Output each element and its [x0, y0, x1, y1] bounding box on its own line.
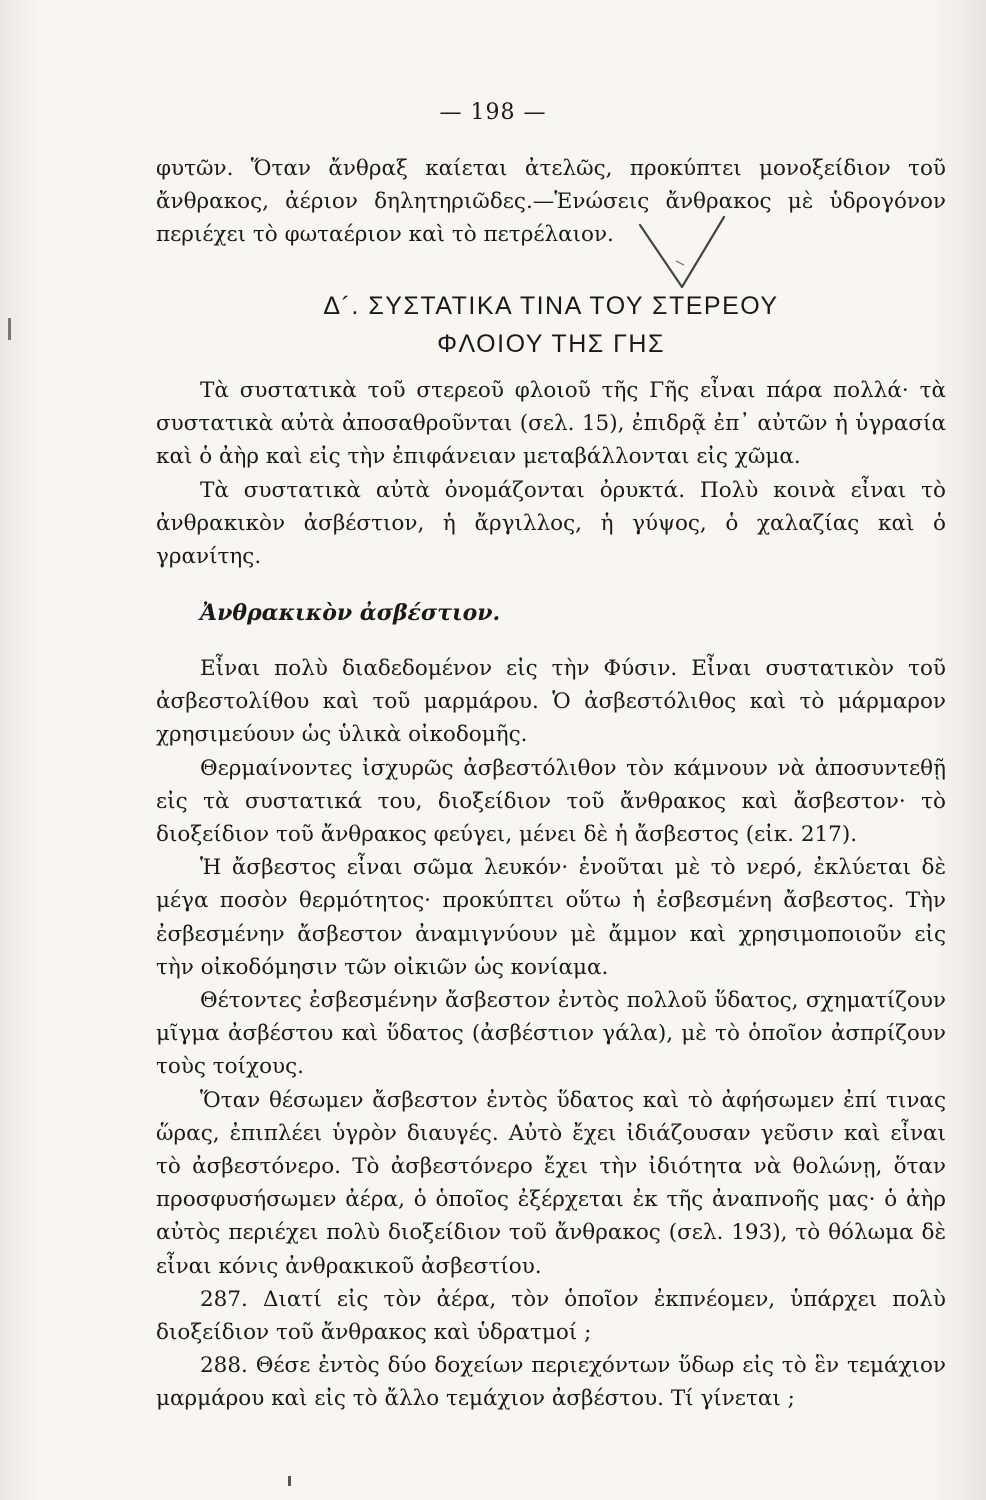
paragraph: Τὰ συστατικὰ τοῦ στερεοῦ φλοιοῦ τῆς Γῆς εἶναι πάρα πολλά· τὰ συστατικὰ αὐτὰ ἀποσαθροῦνται (σελ. 15), ἐπιδρᾷ ἐπ᾽ αὐτῶν ἡ ὑγρασία καὶ ὁ ἀὴρ καὶ εἰς τὴν ἐπιφάνειαν μεταβάλλονται εἰς χῶμα. — [156, 378, 946, 470]
section-body-1 — [156, 374, 946, 573]
intro-paragraph: φυτῶν. Ὅταν ἄνθραξ καίεται ἀτελῶς, προκύπτει μονοξείδιον τοῦ ἄνθρακος, ἀέριον δηλητηριῶδες.—Ἑνώσεις ἄνθρακος μὲ ὑδρογόνον περιέχει τὸ φωταέριον καὶ τὸ πετρέλαιον. — [156, 156, 946, 248]
paragraph: Ὅταν θέσωμεν ἄσβεστον ἐντὸς ὕδατος καὶ τὸ ἀφήσωμεν ἐπί τινας ὥρας, ἐπιπλέει ὑγρὸν διαυγές. Αὐτὸ ἔχει ἰδιάζουσαν γεῦσιν καὶ εἶναι τὸ ἀσβεστόνερο. Τὸ ἀσβεστόνερο ἔχει τὴν ἰδιότητα νὰ θολώνῃ, ὅταν προσφυσήσωμεν ἀέρα, ὁ ὁποῖος ἐξέρχεται ἐκ τῆς ἀναπνοῆς μας· ὁ ἀὴρ αὐτὸς περιέχει πολὺ διοξείδιον τοῦ ἄνθρακος (σελ. 193), τὸ θόλωμα δὲ εἶναι κόνις ἀνθρακικοῦ ἀσβεστίου. — [156, 1087, 946, 1279]
footer-mark — [288, 1476, 291, 1486]
question-288: 288. Θέσε ἐντὸς δύο δοχείων περιεχόντων ὕδωρ εἰς τὸ ἓν τεμάχιον μαρμάρου καὶ εἰς τὸ ἄλλο τεμάχιον ἀσβέστου. Τί γίνεται ; — [156, 1353, 946, 1412]
paragraph: Θερμαίνοντες ἰσχυρῶς ἀσβεστόλιθον τὸν κάμνουν νὰ ἀποσυντεθῇ εἰς τὰ συστατικά του, διοξείδιον τοῦ ἄνθρακος καὶ ἄσβεστον· τὸ διοξείδιον τοῦ ἄνθρακος φεύγει, μένει δὲ ἡ ἄσβεστος (εἰκ. 217). — [156, 755, 946, 848]
page-number: — 198 — — [439, 100, 547, 125]
intro-text — [156, 152, 946, 252]
paragraph: Εἶναι πολὺ διαδεδομένον εἰς τὴν Φύσιν. Εἶναι συστατικὸν τοῦ ἀσβεστολίθου καὶ τοῦ μαρμάρου. Ὁ ἀσβεστόλιθος καὶ τὸ μάρμαρον χρησιμεύουν ὡς ὑλικὰ οἰκοδομῆς. — [156, 656, 946, 748]
paragraph: Θέτοντες ἐσβεσμένην ἄσβεστον ἐντὸς πολλοῦ ὕδατος, σχηματίζουν μῖγμα ἀσβέστου καὶ ὕδατος (ἀσβέστιον γάλα), μὲ τὸ ὁποῖον ἀσπρίζουν τοὺς τοίχους. — [156, 988, 946, 1080]
paragraph: Τὰ συστατικὰ αὐτὰ ὀνομάζονται ὀρυκτά. Πολὺ κοινὰ εἶναι τὸ ἀνθρακικὸν ἀσβέστιον, ἡ ἄργιλλος, ἡ γύψος, ὁ χαλαζίας καὶ ὁ γρανίτης. — [156, 477, 946, 570]
section-title-line-2: ΦΛΟΙΟΥ ΤΗΣ ΓΗΣ — [437, 330, 665, 358]
section-title-line-1: Δ´. ΣΥΣΤΑΤΙΚΑ ΤΙΝΑ ΤΟΥ ΣΤΕΡΕΟΥ — [323, 292, 779, 320]
margin-mark — [8, 318, 11, 340]
paragraph: Ἡ ἄσβεστος εἶναι σῶμα λευκόν· ἑνοῦται μὲ τὸ νερό, ἐκλύεται δὲ μέγα ποσὸν θερμότητος· προκύπτει οὕτω ἡ ἐσβεσμένη ἄσβεστος. Τὴν ἐσβεσμένην ἄσβεστον ἀναμιγνύουν μὲ ἄμμον καὶ χρησιμοποιοῦν εἰς τὴν οἰκοδόμησιν τῶν οἰκιῶν ὡς κονίαμα. — [156, 855, 946, 980]
question-287: 287. Διατί εἰς τὸν ἀέρα, τὸν ὁποῖον ἐκπνέομεν, ὑπάρχει πολὺ διοξείδιον τοῦ ἄνθρακος καὶ ὑδρατμοί ; — [156, 1286, 946, 1346]
subsection-title: Ἀνθρακικὸν ἀσβέστιον. — [200, 600, 501, 626]
section-body-2 — [156, 652, 946, 1416]
